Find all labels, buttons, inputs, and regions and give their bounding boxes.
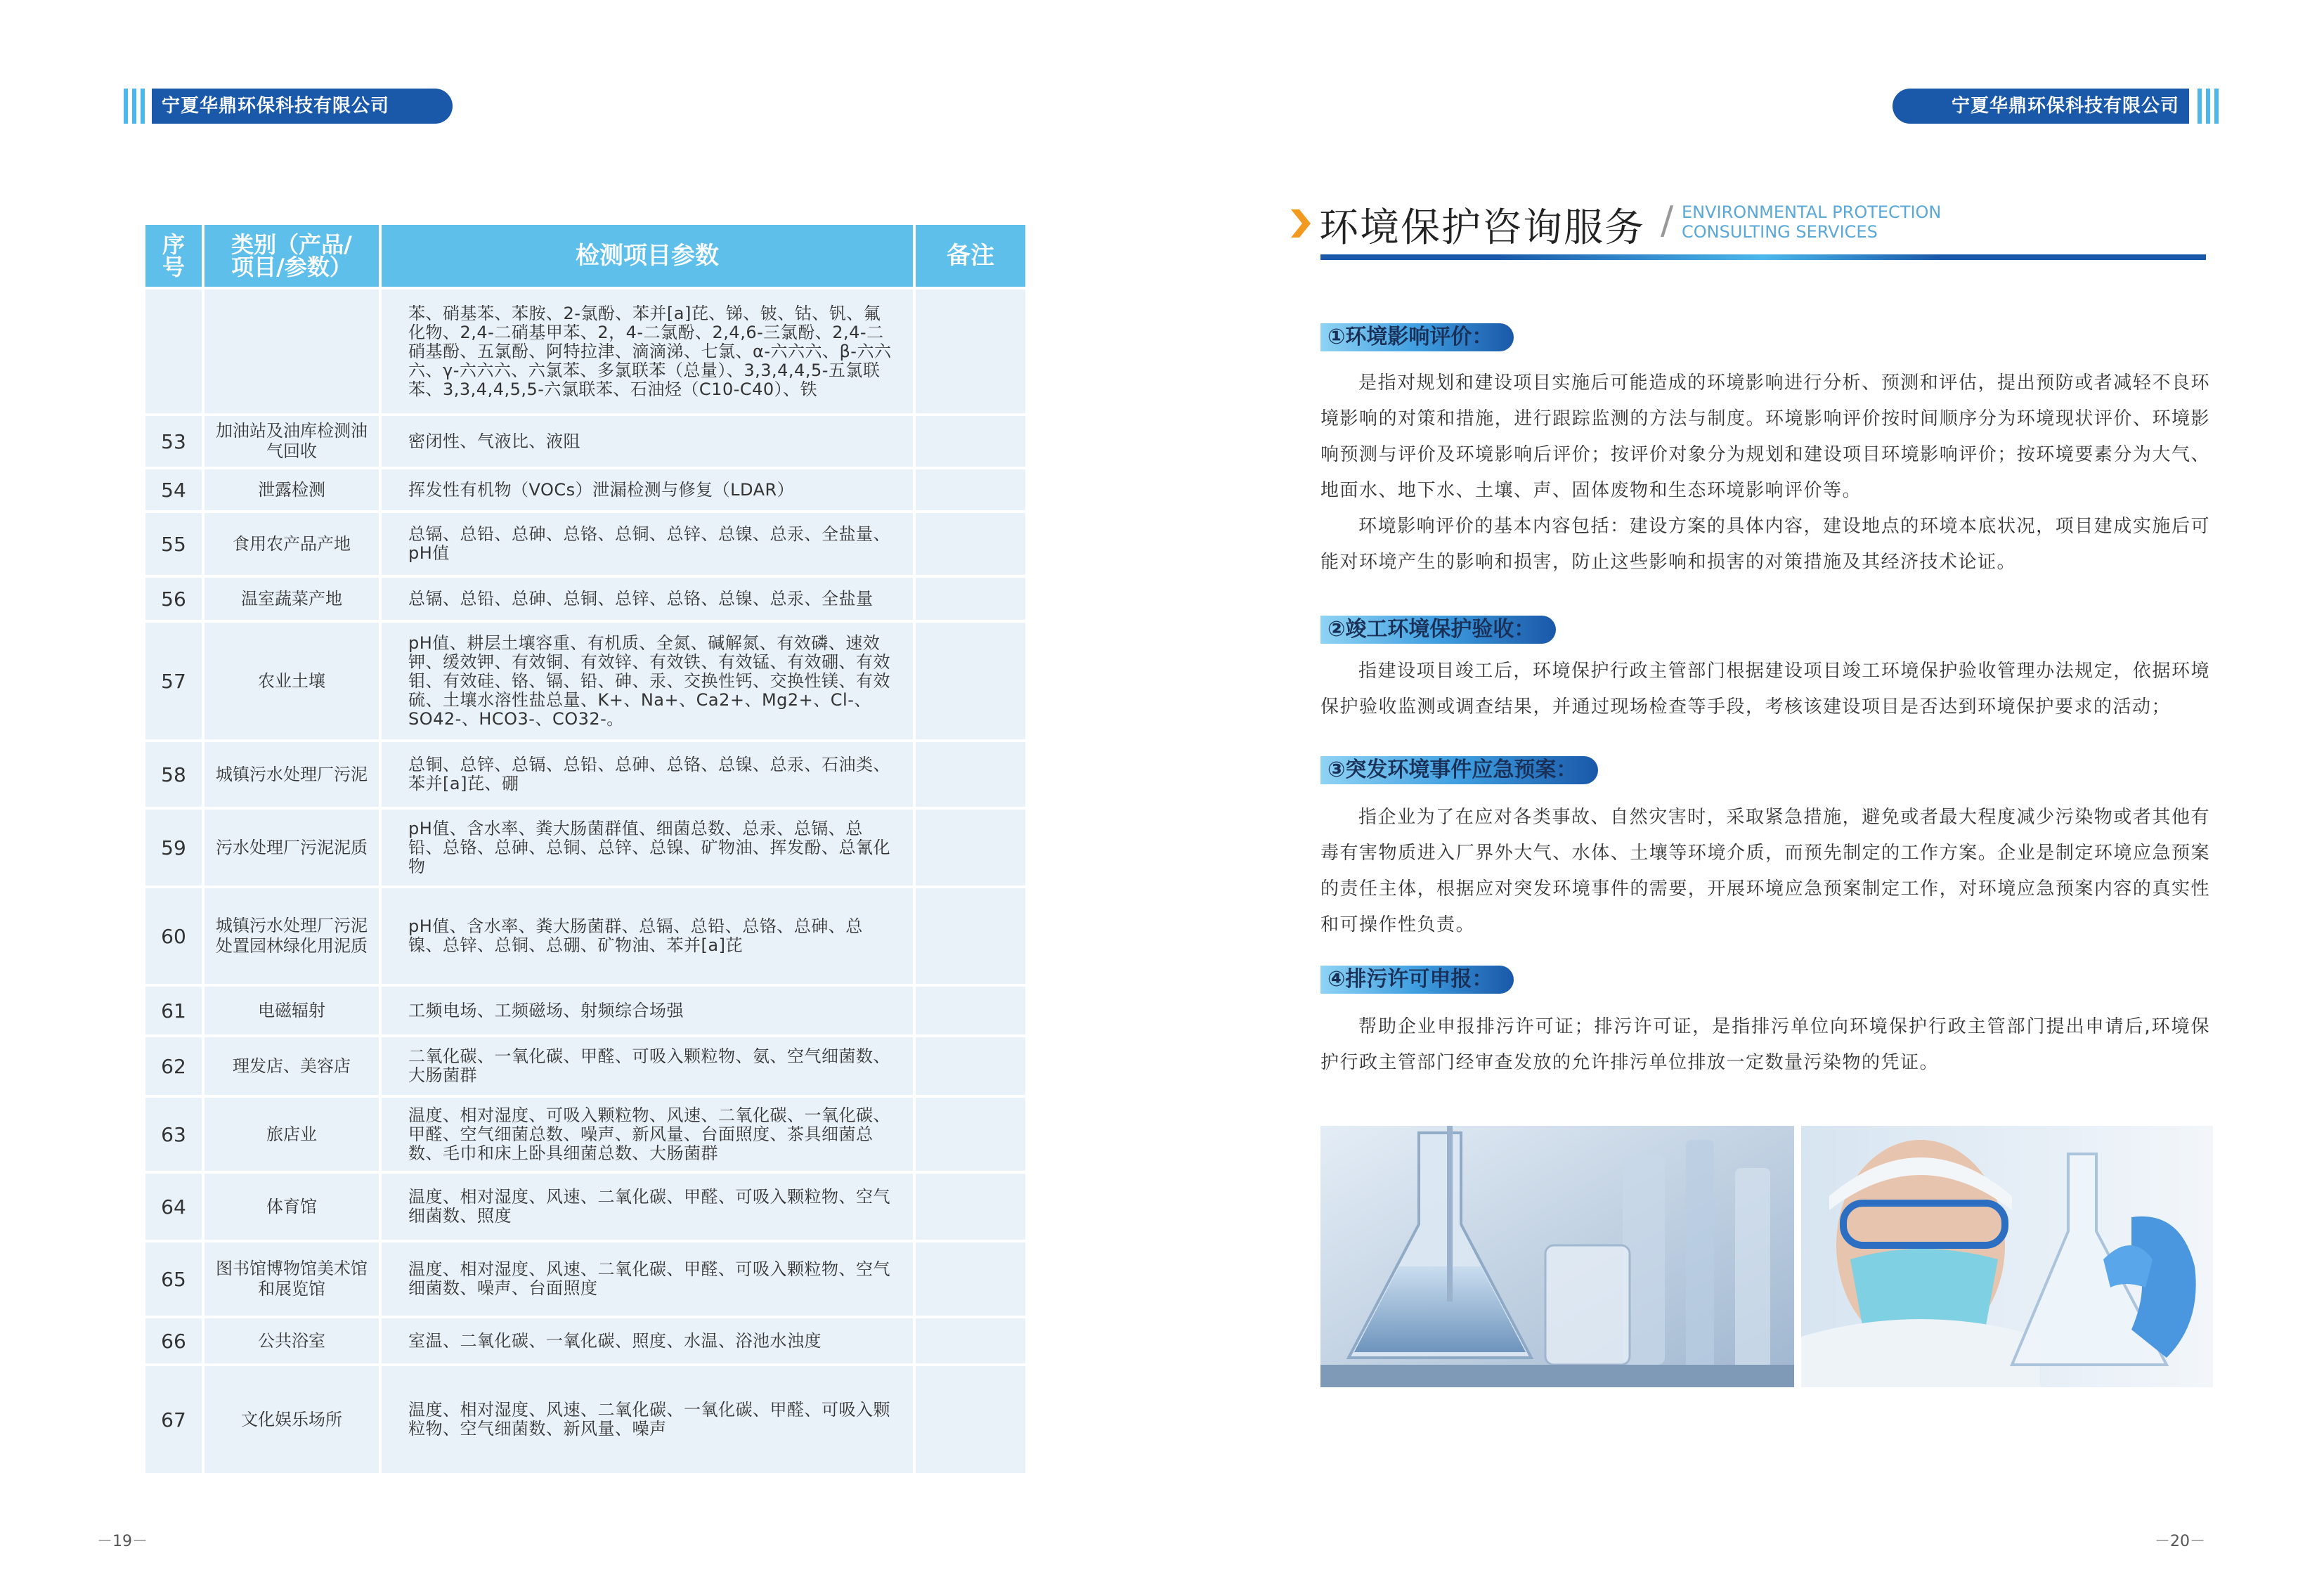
section-title: 环境保护咨询服务 [1319, 205, 1645, 251]
row-category: 农业土壤 [203, 621, 380, 741]
row-category: 文化娱乐场所 [203, 1365, 380, 1474]
row-remark [914, 1036, 1027, 1096]
item-body: 指企业为了在应对各类事故、自然灾害时，采取紧急措施，避免或者最大程度减少污染物或者其他有毒有害物质进入厂界外大气、水体、土壤等环境介质，而预先制定的工作方案。企业是制定环境应急预案的责任主体，根据应对突发环境事件的需要，开展环境应急预案制定工作，对环境应急预案内容的真实性和可操作性负责。 [1320, 807, 2210, 935]
row-category: 食用农产品产地 [203, 512, 380, 576]
row-params: 苯、硝基苯、苯胺、2-氯酚、苯并[a]芘、锑、铍、钴、钒、氟化物、2,4-二硝基甲苯、2，4-二氯酚、2,4,6-三氯酚、2,4-二硝基酚、五氯酚、阿特拉津、滴滴涕、七氯、α-六六六、β-六六六、γ-六六六、六氯苯、多氯联苯（总量）、3,3,4,4,5-五氯联苯、3,3,4,4,5,5-六氯联苯、石油烃（C10-C40）、铁 [380, 288, 914, 415]
lab-researcher-photo [1801, 1126, 2213, 1387]
row-remark [914, 468, 1027, 512]
header-stripes [2198, 89, 2219, 124]
table-row [144, 1317, 1027, 1365]
row-params: 二氧化碳、一氧化碳、甲醛、可吸入颗粒物、氨、空气细菌数、大肠菌群 [380, 1036, 914, 1096]
row-params: 温度、相对湿度、风速、二氧化碳、甲醛、可吸入颗粒物、空气细菌数、照度 [380, 1172, 914, 1241]
row-no: 55 [144, 512, 203, 576]
table-row [144, 576, 1027, 621]
header-params: 检测项目参数 [380, 223, 914, 288]
item-heading: ②竣工环境保护验收： [1320, 616, 1556, 644]
row-no: 63 [144, 1096, 203, 1172]
row-params: 密闭性、气液比、液阻 [380, 415, 914, 468]
row-params: pH值、含水率、粪大肠菌群、总镉、总铅、总铬、总砷、总镍、总锌、总铜、总硼、矿物油、苯并[a]芘 [380, 887, 914, 985]
row-category: 体育馆 [203, 1172, 380, 1241]
table-row [144, 512, 1027, 576]
table-row [144, 415, 1027, 468]
right-page [1162, 0, 2324, 1577]
title-underline [1320, 254, 2206, 260]
row-no: 64 [144, 1172, 203, 1241]
row-category: 图书馆博物馆美术馆和展览馆 [203, 1241, 380, 1317]
row-category: 城镇污水处理厂污泥处置园林绿化用泥质 [203, 887, 380, 985]
table-row [144, 985, 1027, 1036]
row-no: 61 [144, 985, 203, 1036]
row-remark [914, 1096, 1027, 1172]
row-category: 城镇污水处理厂污泥 [203, 741, 380, 808]
item-heading: ④排污许可申报： [1320, 966, 1514, 994]
row-no: 56 [144, 576, 203, 621]
row-remark [914, 1317, 1027, 1365]
table-row [144, 741, 1027, 808]
header-no: 序号 [144, 223, 203, 288]
table-header-row [144, 223, 1027, 288]
row-params: 温度、相对湿度、可吸入颗粒物、风速、二氧化碳、一氧化碳、甲醛、空气细菌总数、噪声、新风量、台面照度、茶具细菌总数、毛巾和床上卧具细菌总数、大肠菌群 [380, 1096, 914, 1172]
title-divider: / [1661, 198, 1674, 242]
chevron-right-icon [1291, 209, 1311, 238]
row-remark [914, 1365, 1027, 1474]
page-number: －19－ [97, 1533, 148, 1550]
table-row [144, 1172, 1027, 1241]
row-no: 60 [144, 887, 203, 985]
section-title-english: ENVIRONMENTAL PROTECTION CONSULTING SERVICES [1682, 202, 1942, 242]
table-row [144, 1036, 1027, 1096]
row-no: 67 [144, 1365, 203, 1474]
row-remark [914, 576, 1027, 621]
row-params: 总镉、总铅、总砷、总铜、总锌、总铬、总镍、总汞、全盐量 [380, 576, 914, 621]
row-category [203, 288, 380, 415]
detection-table [143, 222, 1028, 1476]
row-category: 污水处理厂污泥泥质 [203, 808, 380, 887]
row-params: 总镉、总铅、总砷、总铬、总铜、总锌、总镍、总汞、全盐量、pH值 [380, 512, 914, 576]
row-remark [914, 887, 1027, 985]
row-params: pH值、耕层土壤容重、有机质、全氮、碱解氮、有效磷、速效钾、缓效钾、有效铜、有效锌、有效铁、有效锰、有效硼、有效钼、有效硅、铬、镉、铅、砷、汞、交换性钙、交换性镁、有效硫、土壤水溶性盐总量、K+、Na+、Ca2+、Mg2+、Cl-、SO42-、HCO3-、CO32-。 [380, 621, 914, 741]
table-row [144, 1241, 1027, 1317]
table-row [144, 808, 1027, 887]
item-body: 指建设项目竣工后，环境保护行政主管部门根据建设项目竣工环境保护验收管理办法规定，依据环境保护验收监测或调查结果，并通过现场检查等手段，考核该建设项目是否达到环境保护要求的活动； [1320, 661, 2210, 718]
item-body: 是指对规划和建设项目实施后可能造成的环境影响进行分析、预测和评估，提出预防或者减轻不良环境影响的对策和措施，进行跟踪监测的方法与制度。环境影响评价按时间顺序分为环境现状评价、环境影响预测与评价及环境影响后评价；按评价对象分为规划和建设项目环境影响评价；按环境要素分为大气、地面水、地下水、土壤、声、固体废物和生态环境影响评价等。 环境影响评价的基本内容包括：建设方案的具体内容，建设地点的环境本底状况，项目建成实施后可能对环境产生的影响和损害，防止这些影响和损害的对策措施及其经济技术论证。 [1320, 372, 2210, 573]
header-stripes [124, 89, 145, 124]
header-remark: 备注 [914, 223, 1027, 288]
row-remark [914, 621, 1027, 741]
row-no: 59 [144, 808, 203, 887]
header-category: 类别（产品/项目/参数） [203, 223, 380, 288]
row-category: 泄露检测 [203, 468, 380, 512]
row-remark [914, 288, 1027, 415]
row-params: pH值、含水率、粪大肠菌群值、细菌总数、总汞、总镉、总铅、总铬、总砷、总铜、总锌、总镍、矿物油、挥发酚、总氰化物 [380, 808, 914, 887]
company-header-tab: 宁夏华鼎环保科技有限公司 [1893, 89, 2189, 124]
row-remark [914, 512, 1027, 576]
row-no: 58 [144, 741, 203, 808]
row-params: 温度、相对湿度、风速、二氧化碳、一氧化碳、甲醛、可吸入颗粒物、空气细菌数、新风量、噪声 [380, 1365, 914, 1474]
lab-flask-photo [1320, 1126, 1794, 1387]
row-category: 公共浴室 [203, 1317, 380, 1365]
row-params: 挥发性有机物（VOCs）泄漏检测与修复（LDAR） [380, 468, 914, 512]
company-header-tab: 宁夏华鼎环保科技有限公司 [152, 89, 453, 124]
row-params: 总铜、总锌、总镉、总铅、总砷、总铬、总镍、总汞、石油类、苯并[a]芘、硼 [380, 741, 914, 808]
row-remark [914, 741, 1027, 808]
row-remark [914, 1172, 1027, 1241]
row-params: 温度、相对湿度、风速、二氧化碳、甲醛、可吸入颗粒物、空气细菌数、噪声、台面照度 [380, 1241, 914, 1317]
item-heading: ①环境影响评价： [1320, 323, 1514, 351]
row-no: 54 [144, 468, 203, 512]
row-no: 62 [144, 1036, 203, 1096]
table-row [144, 288, 1027, 415]
row-no [144, 288, 203, 415]
row-no: 53 [144, 415, 203, 468]
row-category: 加油站及油库检测油气回收 [203, 415, 380, 468]
row-params: 工频电场、工频磁场、射频综合场强 [380, 985, 914, 1036]
row-remark [914, 415, 1027, 468]
table-row [144, 1096, 1027, 1172]
item-heading: ③突发环境事件应急预案： [1320, 756, 1598, 784]
table-row [144, 621, 1027, 741]
row-no: 65 [144, 1241, 203, 1317]
row-remark [914, 808, 1027, 887]
table-row [144, 468, 1027, 512]
table-row [144, 887, 1027, 985]
row-params: 室温、二氧化碳、一氧化碳、照度、水温、浴池水浊度 [380, 1317, 914, 1365]
row-no: 57 [144, 621, 203, 741]
row-category: 理发店、美容店 [203, 1036, 380, 1096]
item-body: 帮助企业申报排污许可证；排污许可证，是指排污单位向环境保护行政主管部门提出申请后,环境保护行政主管部门经审查发放的允许排污单位排放一定数量污染物的凭证。 [1320, 1016, 2210, 1073]
page-number: －20－ [2155, 1533, 2205, 1550]
table-row [144, 1365, 1027, 1474]
row-remark [914, 1241, 1027, 1317]
row-category: 旅店业 [203, 1096, 380, 1172]
row-category: 温室蔬菜产地 [203, 576, 380, 621]
row-remark [914, 985, 1027, 1036]
row-category: 电磁辐射 [203, 985, 380, 1036]
row-no: 66 [144, 1317, 203, 1365]
